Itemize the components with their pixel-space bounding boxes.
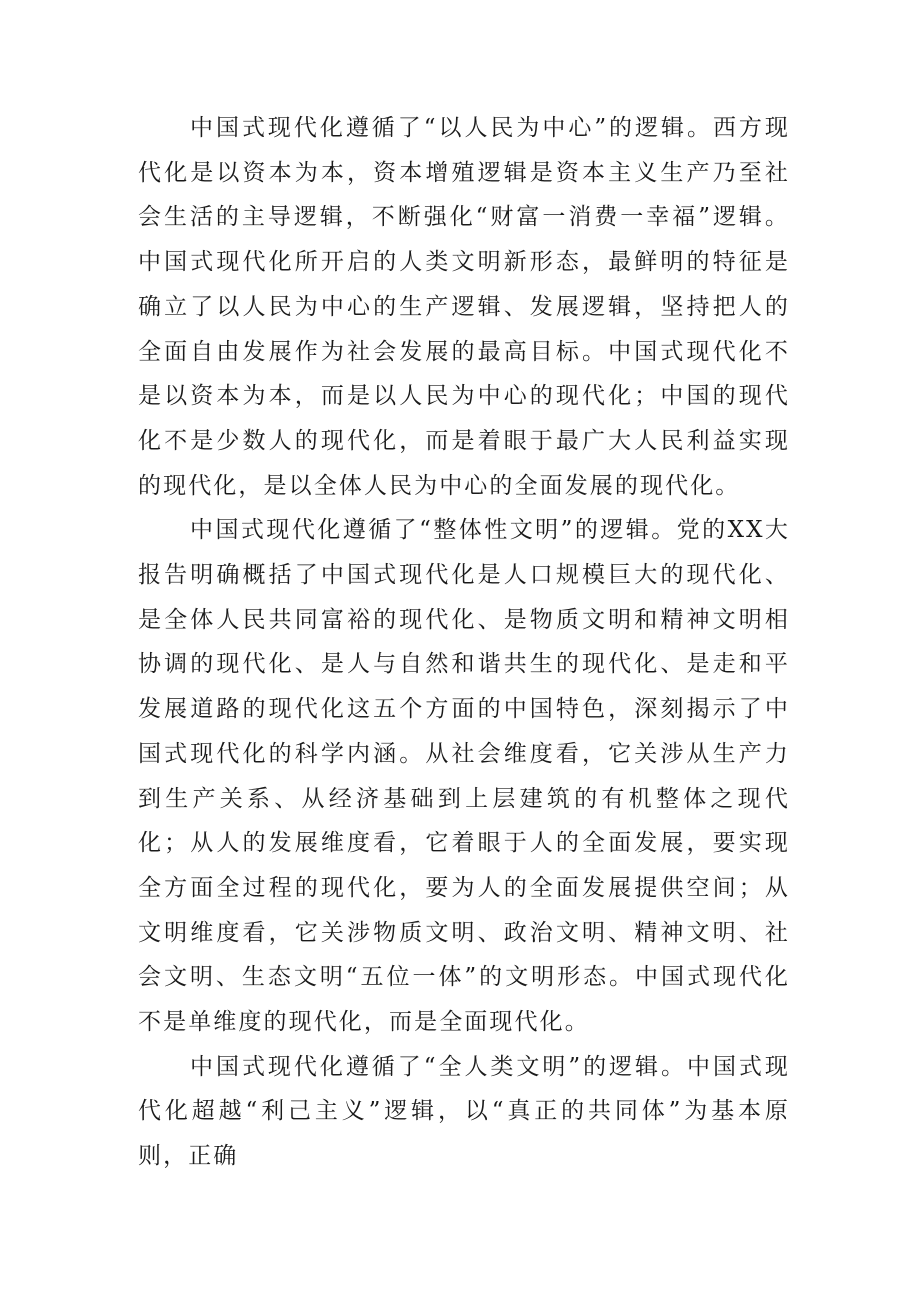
paragraph-holistic-civilization: 中国式现代化遵循了“整体性文明”的逻辑。党的XX大报告明确概括了中国式现代化是人口规模巨大的现代化、是全体人民共同富裕的现代化、是物质文明和精神文明相协调的现代化、是人与自然和谐共生的现代化、是走和平发展道路的现代化这五个方面的中国特色，深刻揭示了中国式现代化的科学内涵。从社会维度看，它关涉从生产力到生产关系、从经济基础到上层建筑的有机整体之现代化；从人的发展维度看，它着眼于人的全面发展，要实现全方面全过程的现代化，要为人的全面发展提供空间；从文明维度看，它关涉物质文明、政治文明、精神文明、社会文明、生态文明“五位一体”的文明形态。中国式现代化不是单维度的现代化，而是全面现代化。 — [138, 517, 790, 1036]
document-body — [138, 106, 790, 1179]
paragraph-all-humanity-civilization: 中国式现代化遵循了“全人类文明”的逻辑。中国式现代化超越“利己主义”逻辑，以“真正的共同体”为基本原则，正确 — [138, 1053, 790, 1170]
paragraph-people-centered: 中国式现代化遵循了“以人民为中心”的逻辑。西方现代化是以资本为本，资本增殖逻辑是资本主义生产乃至社会生活的主导逻辑，不断强化“财富一消费一幸福”逻辑。中国式现代化所开启的人类文明新形态，最鲜明的特征是确立了以人民为中心的生产逻辑、发展逻辑，坚持把人的全面自由发展作为社会发展的最高目标。中国式现代化不是以资本为本，而是以人民为中心的现代化；中国的现代化不是少数人的现代化，而是着眼于最广大人民利益实现的现代化，是以全体人民为中心的全面发展的现代化。 — [138, 115, 790, 499]
